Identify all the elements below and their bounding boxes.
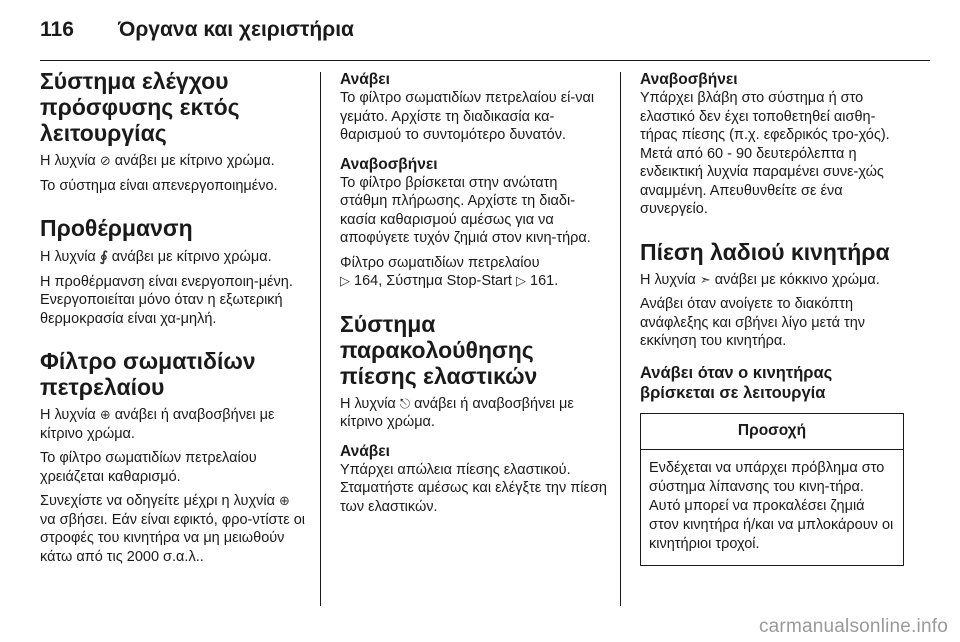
column-divider-2 <box>620 72 621 606</box>
caution-title: Προσοχή <box>641 414 903 450</box>
paragraph: Το φίλτρο σωματιδίων πετρελαίου εί-ναι γεμάτο. Αρχίστε τη διαδικασία κα-θαρισμού το συντομότερο δυνατόν. <box>340 90 595 143</box>
column-right <box>640 64 910 566</box>
subheading-flashing: Αναβοσβήνει <box>340 155 438 173</box>
traction-control-off-icon: ⊘ <box>99 153 111 168</box>
paragraph: Ανάβει όταν ανοίγετε το διακόπτη ανάφλεξης και σβήνει λίγο μετά την εκκίνηση του κινητήρα. <box>640 296 866 349</box>
section-heading-preheating: Προθέρμανση <box>40 215 193 241</box>
glow-plug-icon: ∮ <box>99 248 108 264</box>
diesel-particulate-filter-icon: ⊕ <box>99 407 111 422</box>
page-header <box>40 18 930 48</box>
section-heading-traction-off: Σύστημα ελέγχου πρόσφυσης εκτός λειτουργίας <box>40 68 240 146</box>
paragraph: Συνεχίστε να οδηγείτε μέχρι η λυχνία ⊕ να σβήσει. Εάν είναι εφικτό, φρο-ντίστε οι στροφές του κινητήρα να μη μειωθούν κάτω από τις 2000 σ.α.λ.. <box>40 493 305 565</box>
subheading-engine-running: Ανάβει όταν ο κινητήρας βρίσκεται σε λειτουργία <box>640 363 833 402</box>
caution-body: Ενδέχεται να υπάρχει πρόβλημα στο σύστημα λίπανσης του κινη-τήρα. Αυτό μπορεί να προκαλέσει ζημιά στον κινητήρα ή/και να μπλοκάρουν οι κινητήριοι τροχοί. <box>649 459 894 552</box>
section-heading-oil-pressure: Πίεση λαδιού κινητήρα <box>640 238 890 265</box>
paragraph: Η λυχνία ⊘ ανάβει με κίτρινο χρώμα. <box>40 153 275 169</box>
column-divider-1 <box>320 72 321 606</box>
section-heading-tire-pressure: Σύστημα παρακολούθησης πίεσης ελαστικών <box>340 310 538 389</box>
paragraph: Η λυχνία ∮ ανάβει με κίτρινο χρώμα. <box>40 248 272 265</box>
paragraph: Το φίλτρο σωματιδίων πετρελαίου χρειάζεται καθαρισμό. <box>40 450 257 485</box>
page-number: 116 <box>40 18 74 41</box>
paragraph: Η προθέρμανση είναι ενεργοποιη-μένη. Ενεργοποιείται μόνο όταν η εξωτερική θερμοκρασία είναι χα-μηλή. <box>40 273 293 327</box>
paragraph: Η λυχνία ➣ ανάβει με κόκκινο χρώμα. <box>640 271 880 288</box>
subheading-lit: Ανάβει <box>340 442 390 460</box>
subheading-lit: Ανάβει <box>340 71 390 88</box>
section-heading-particulate-filter: Φίλτρο σωματιδίων πετρελαίου <box>40 348 256 400</box>
header-rule <box>40 60 930 61</box>
diesel-particulate-filter-icon: ⊕ <box>278 493 290 508</box>
paragraph: Το φίλτρο βρίσκεται στην ανώτατη στάθμη πλήρωσης. Αρχίστε τη διαδι-κασία καθαρισμού αμέσως για να αποφύγετε τυχόν ζημιά στον κινη-τήρα. <box>340 174 591 246</box>
paragraph: Υπάρχει βλάβη στο σύστημα ή στο ελαστικό δεν έχει τοποθετηθεί αισθη-τήρας πίεσης (π.χ. εφεδρικός τρο-χός). Μετά από 60 - 90 δευτερόλεπτα η ενδεικτική λυχνία παραμένει συνε-χώς αναμμένη. Απευθυνθείτε σε ένα συνεργείο. <box>640 90 890 217</box>
column-middle <box>340 64 608 516</box>
paragraph: Υπάρχει απώλεια πίεσης ελαστικού. Σταματήστε αμέσως και ελέγξτε την πίεση των ελαστικών. <box>340 461 607 515</box>
tire-pressure-icon: ⎋ <box>399 395 411 411</box>
paragraph: Το σύστημα είναι απενεργοποιημένο. <box>40 177 278 194</box>
chapter-title: Όργανα και χειριστήρια <box>118 18 354 41</box>
cross-reference: Φίλτρο σωματιδίων πετρελαίου ▷ 164, Σύστημα Stop-Start ▷ 161. <box>340 254 559 289</box>
subheading-flashing: Αναβοσβήνει <box>640 71 738 88</box>
page-reference-arrow-icon: ▷ <box>516 273 526 288</box>
column-left <box>40 64 308 566</box>
watermark: carmanualsonline.info <box>758 616 948 637</box>
oil-pressure-icon: ➣ <box>699 271 711 287</box>
caution-box <box>640 413 904 566</box>
paragraph: Η λυχνία ⎋ ανάβει ή αναβοσβήνει με κίτρινο χρώμα. <box>340 395 574 430</box>
paragraph: Η λυχνία ⊕ ανάβει ή αναβοσβήνει με κίτρινο χρώμα. <box>40 407 275 442</box>
page-reference-arrow-icon: ▷ <box>340 273 350 288</box>
